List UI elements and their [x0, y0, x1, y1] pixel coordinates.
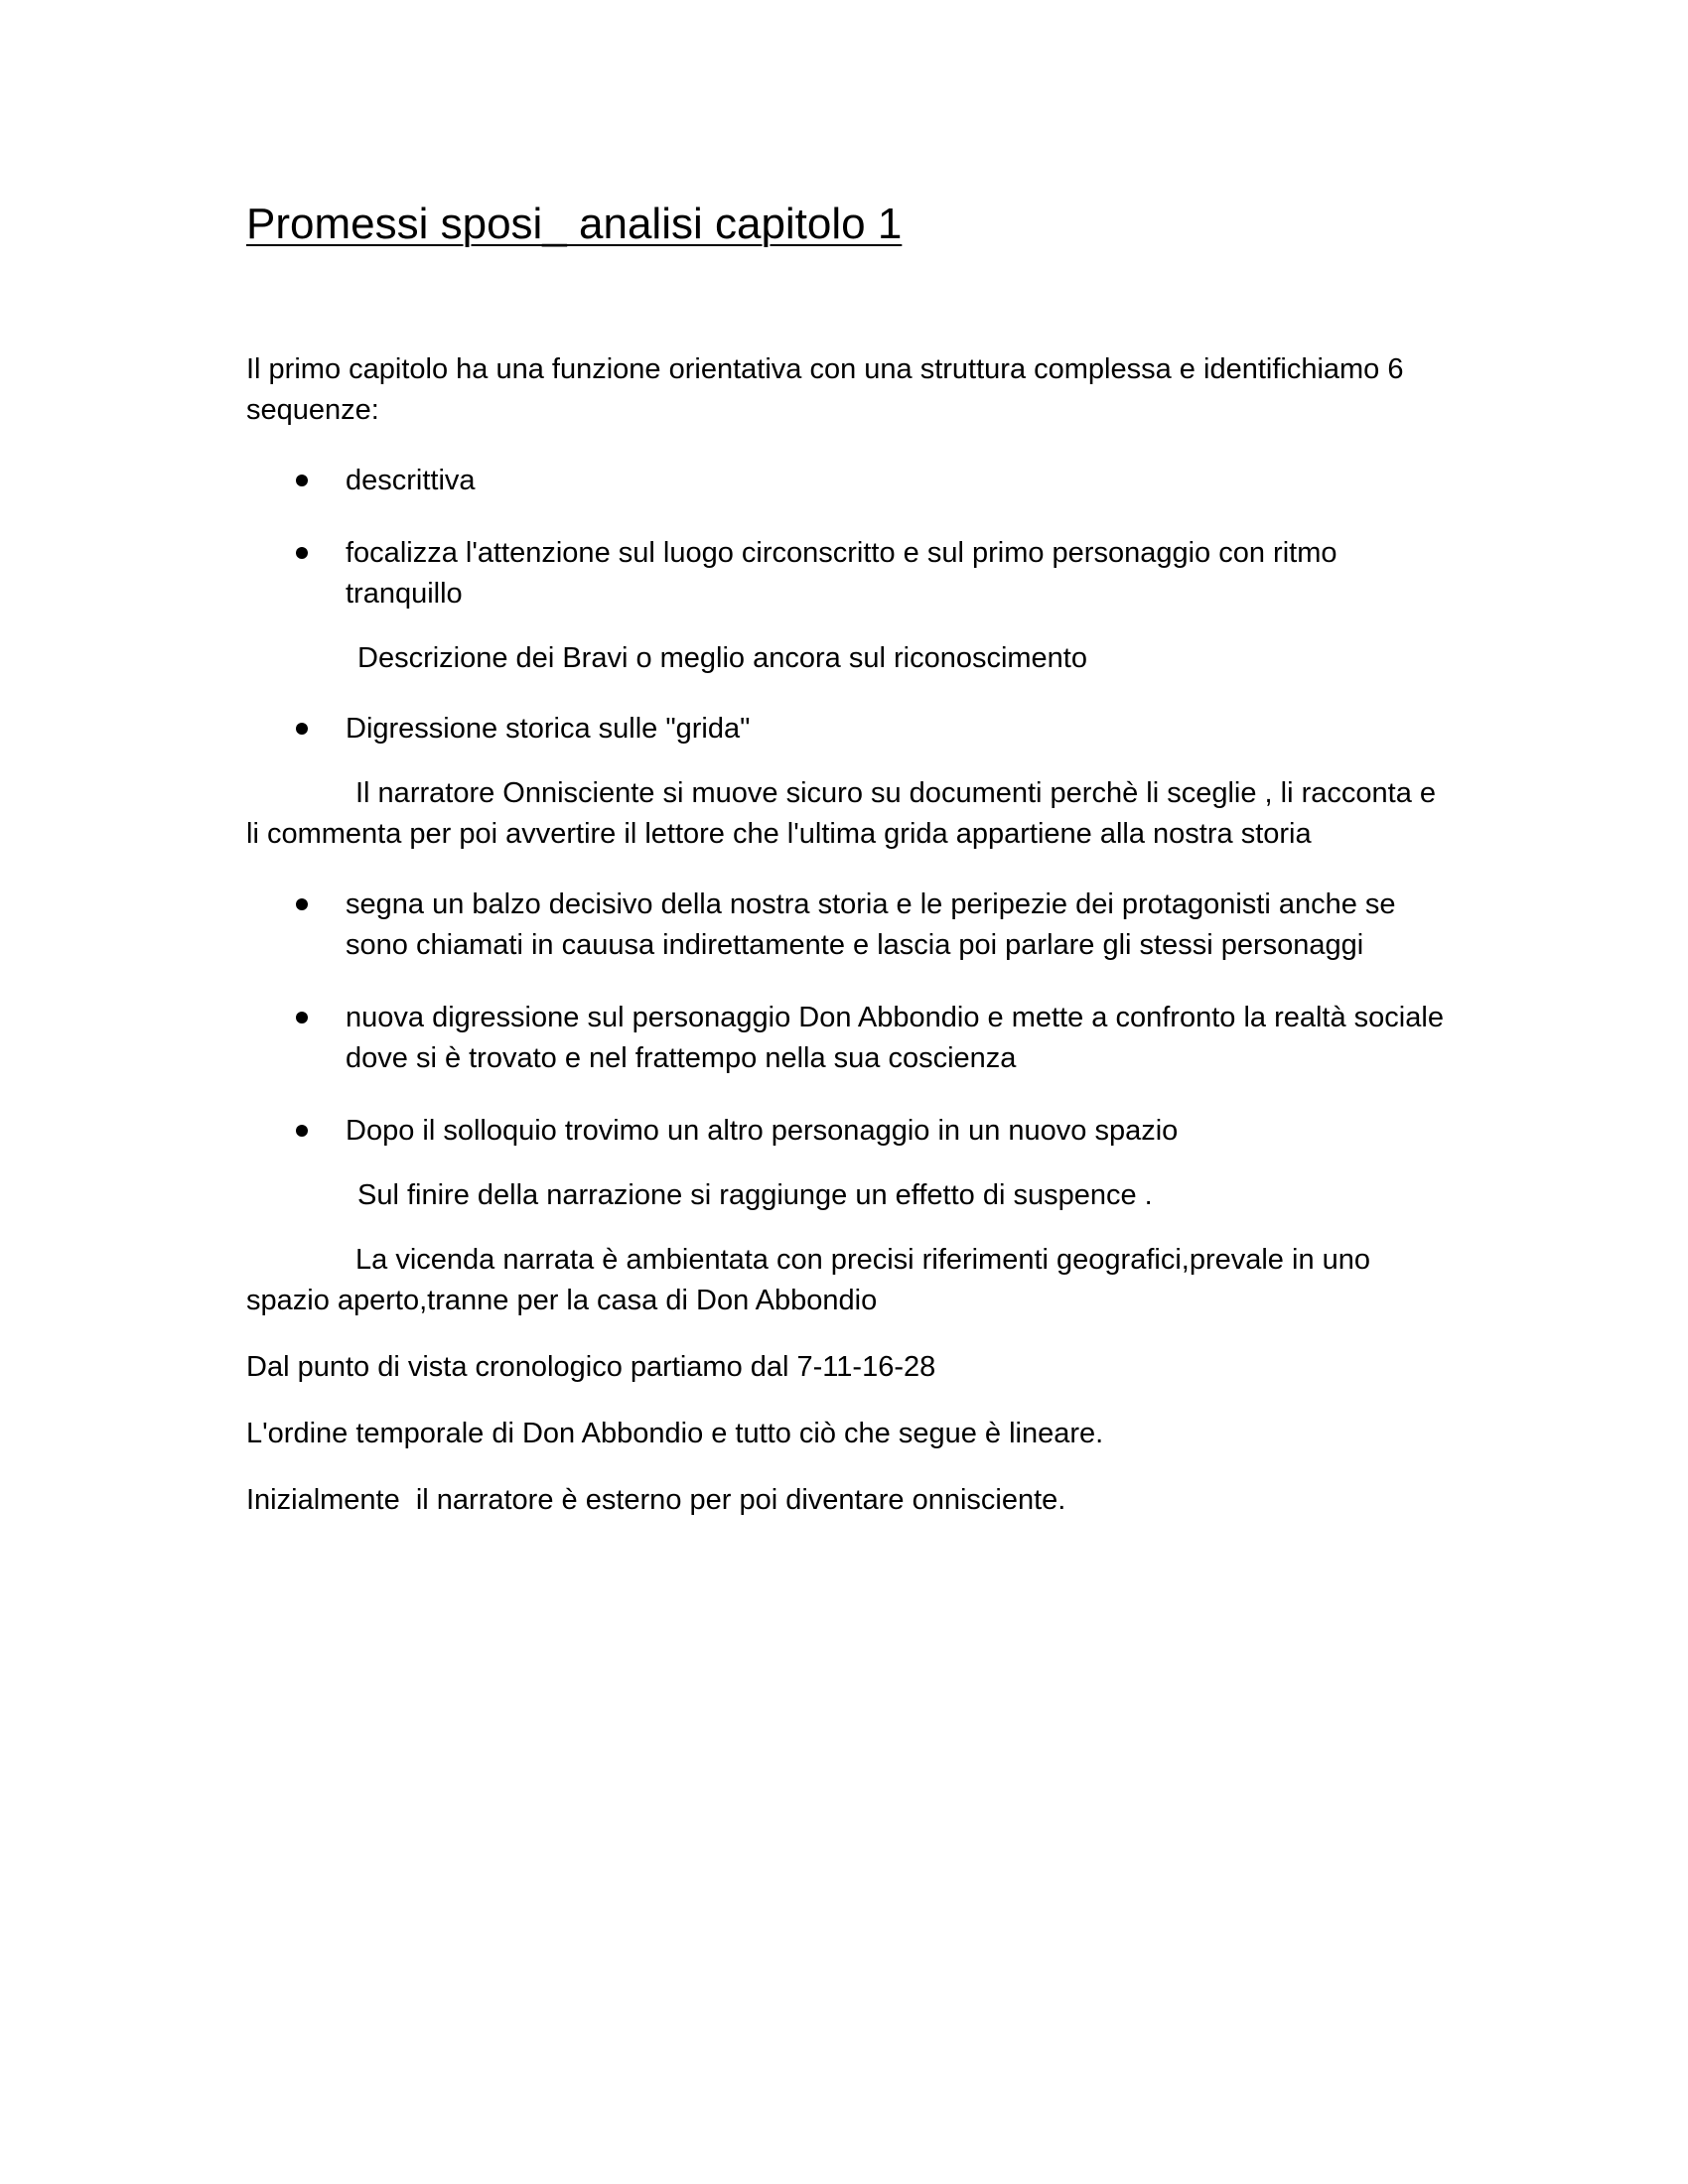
list-item-text: segna un balzo decisivo della nostra storia e le peripezie dei protagonisti anche se sono chiamati in cauusa indirettamente e lascia poi parlare gli stessi personaggi — [346, 888, 1396, 961]
list-item — [246, 998, 1448, 1079]
list-item-text: nuova digressione sul personaggio Don Abbondio e mette a confronto la realtà sociale dove si è trovato e nel frattempo nella sua coscienza — [346, 1002, 1444, 1074]
list-item — [246, 1111, 1448, 1152]
list-item — [246, 461, 1448, 501]
bullet-icon — [296, 1125, 308, 1137]
bullet-icon — [296, 723, 308, 735]
list-item-text: Dopo il solloquio trovimo un altro personaggio in un nuovo spazio — [346, 1115, 1179, 1147]
list-item-text: focalizza l'attenzione sul luogo circonscritto e sul primo personaggio con ritmo tranquillo — [346, 537, 1337, 610]
list-item-text: Digressione storica sulle "grida" — [346, 713, 751, 745]
intro-paragraph: Il primo capitolo ha una funzione orientativa con una struttura complessa e identifichiamo 6 sequenze: — [246, 353, 1404, 426]
suspence-paragraph: Sul finire della narrazione si raggiunge un effetto di suspence . — [357, 1179, 1153, 1211]
list-item — [246, 533, 1448, 614]
document-body — [246, 349, 1448, 1547]
list-item-text: descrittiva — [346, 465, 476, 496]
cronologico-paragraph: Dal punto di vista cronologico partiamo dal 7-11-16-28 — [246, 1351, 936, 1383]
narratore-paragraph: Il narratore Onnisciente si muove sicuro su documenti perchè li sceglie , li racconta e li commenta per poi avvertire il lettore che l'ultima grida appartiene alla nostra storia — [246, 777, 1437, 850]
bullet-icon — [296, 1012, 308, 1024]
bullet-icon — [296, 475, 308, 486]
ordine-paragraph: L'ordine temporale di Don Abbondio e tutto ciò che segue è lineare. — [246, 1418, 1104, 1449]
vicenda-paragraph: La vicenda narrata è ambientata con precisi riferimenti geografici,prevale in uno spazio aperto,tranne per la casa di Don Abbondio — [246, 1244, 1371, 1316]
bullet-icon — [296, 898, 308, 910]
bullet-icon — [296, 547, 308, 559]
list-item — [246, 709, 1448, 750]
document-title: Promessi sposi_ analisi capitolo 1 — [246, 200, 903, 248]
note-bravi: Descrizione dei Bravi o meglio ancora sul riconoscimento — [357, 642, 1087, 674]
narratore-final-paragraph: Inizialmente il narratore è esterno per poi diventare onnisciente. — [246, 1484, 1066, 1516]
list-item — [246, 885, 1448, 966]
